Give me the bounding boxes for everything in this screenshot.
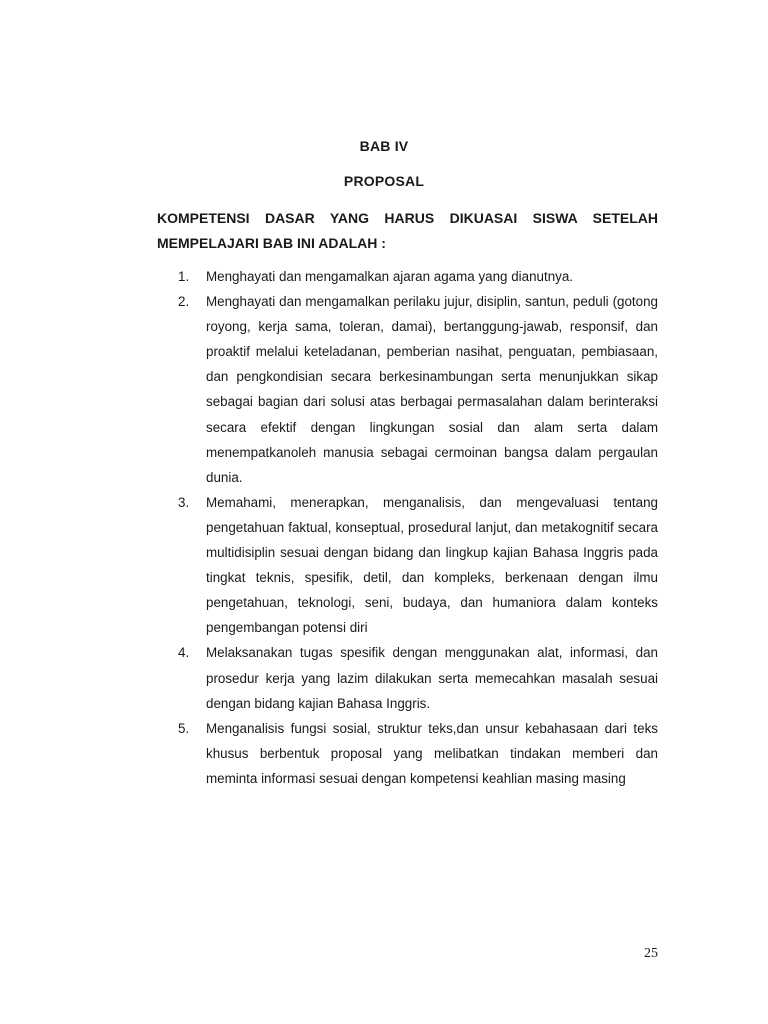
chapter-label: BAB IV <box>359 138 409 154</box>
item-text: Melaksanakan tugas spesifik dengan menggunakan alat, informasi, dan prosedur kerja yang lazim dilakukan serta memecahkan masalah sesuai dengan bidang kajian Bahasa Inggris. <box>206 645 658 711</box>
item-text: Memahami, menerapkan, menganalisis, dan mengevaluasi tentang pengetahuan faktual, konseptual, prosedural lanjut, dan metakognitif secara multidisiplin sesuai dengan bidang dan lingkup kajian Bahasa Inggris pada tingkat teknis, spesifik, detil, dan kompleks, berkenaan dengan ilmu pengetahuan, teknologi, seni, budaya, dan humaniora dalam konteks pengembangan potensi diri <box>206 494 658 636</box>
competency-list <box>178 264 658 791</box>
list-item <box>178 264 658 289</box>
item-number: 2. <box>178 294 190 310</box>
competency-heading: KOMPETENSI DASAR YANG HARUS DIKUASAI SISWA SETELAH MEMPELAJARI BAB INI ADALAH : <box>157 210 658 251</box>
list-item <box>178 490 658 641</box>
list-item <box>178 289 658 490</box>
item-text: Menghayati dan mengamalkan ajaran agama yang dianutnya. <box>206 269 574 284</box>
list-item <box>178 640 658 715</box>
item-text: Menghayati dan mengamalkan perilaku jujur, disiplin, santun, peduli (gotong royong, kerja sama, toleran, damai), bertanggung-jawab, responsif, dan proaktif melalui keteladanan, pemberian nasihat, penguatan, pembiasaan, dan pengkondisian secara berkesinambungan serta menunjukkan sikap sebagai bagian dari solusi atas berbagai permasalahan dalam berinteraksi secara efektif dengan lingkungan sosial dan alam serta dalam menempatkanoleh manusia sebagai cermoinan bangsa dalam pergaulan dunia. <box>206 294 658 485</box>
page-number: 25 <box>644 946 658 961</box>
chapter-title: PROPOSAL <box>343 173 425 189</box>
item-number: 5. <box>178 720 190 736</box>
list-item <box>178 716 658 791</box>
item-number: 4. <box>178 645 190 661</box>
item-text: Menganalisis fungsi sosial, struktur teks,dan unsur kebahasaan dari teks khusus berbentuk proposal yang melibatkan tindakan memberi dan meminta informasi sesuai dengan kompetensi keahlian masing masing <box>206 720 658 786</box>
item-number: 1. <box>178 269 190 284</box>
item-number: 3. <box>178 494 190 510</box>
